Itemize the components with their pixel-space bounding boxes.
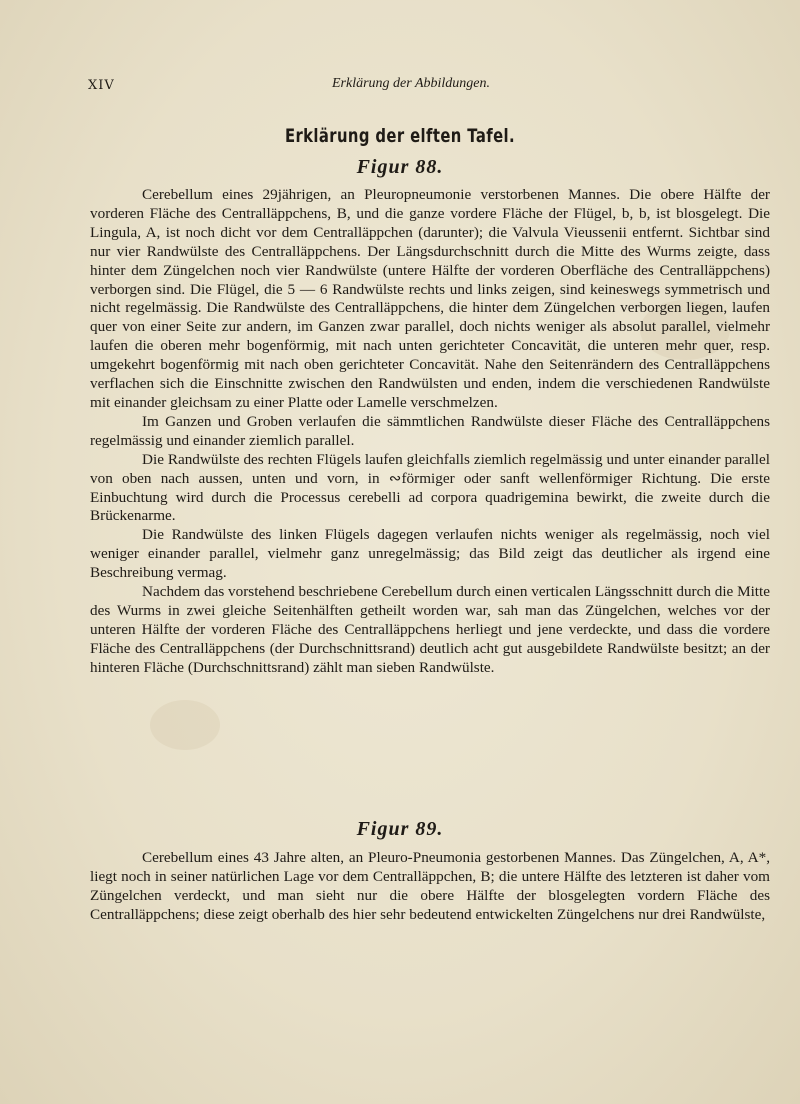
paper-stain bbox=[150, 700, 220, 750]
figure-88-description bbox=[90, 186, 770, 678]
plate-title: Erklärung der elften Tafel. bbox=[284, 125, 516, 147]
figure-89-description bbox=[90, 849, 770, 925]
running-title: Erklärung der Abbildungen. bbox=[332, 76, 491, 91]
page-number: XIV bbox=[88, 78, 115, 93]
paragraph: Die Randwülste des linken Flügels dagegen verlaufen nichts weniger als regelmässig, noch viel weniger einander parallel, vielmehr ganz unregelmässig; das Bild zeigt das deutlicher als irgend eine Beschreibung vermag. bbox=[90, 526, 770, 582]
paragraph: Im Ganzen und Groben verlaufen die sämmtlichen Randwülste dieser Fläche des Centralläppchens regelmässig und einander ziemlich parallel. bbox=[90, 412, 770, 449]
figure-88-heading: Figur 88. bbox=[356, 156, 444, 178]
figure-89-heading: Figur 89. bbox=[356, 818, 444, 840]
paragraph: Die Randwülste des rechten Flügels laufen gleichfalls ziemlich regelmässig und unter einander parallel von oben nach aussen, unten und vorn, in ∾förmiger oder sanft wellenförmiger Richtung. Die erste Einbuchtung wird durch die Processus cerebelli ad corpora quadrigemina bewirkt, die zweite durch die Brückenarme. bbox=[90, 450, 770, 525]
paragraph: Cerebellum eines 29jährigen, an Pleuropneumonie verstorbenen Mannes. Die obere Hälfte der vorderen Fläche des Centralläppchens, B, und die ganze vordere Fläche der Flügel, b, b, ist blosgelegt. Die Lingula, A, ist noch dicht vor dem Centralläppchen (darunter); die Valvula Vieussenii entfernt. Sichtbar sind nur vier Randwülste des Centralläppchens. Der Längsdurchschnitt durch die Mitte des Wurms zeigte, dass hinter dem Züngelchen noch vier Randwülste (untere Hälfte der vorderen Oberfläche des Centralläppchens) verborgen sind. Die Flügel, die 5 — 6 Randwülste rechts und links zeigen, sind keineswegs symmetrisch und nicht regelmässig. Die Randwülste des Centralläppchens, die hinter dem Züngelchen verborgen liegen, laufen quer von einer Seite zur andern, im Ganzen zwar parallel, doch nichts weniger als absolut parallel, vielmehr laufen die oberen mehr bogenförmig, mit nach unten gerichteter Concavität, die unteren mehr quer, resp. umgekehrt bogenförmig mit nach oben gerichteter Concavität. Nahe den Seitenrändern des Centralläppchens verflachen sich die Einschnitte zwischen den Randwülsten und enden, indem die verschiedenen Randwülste mit einander gleichsam zu einer Platte oder Lamelle verschmelzen. bbox=[90, 186, 770, 411]
running-head bbox=[88, 76, 750, 96]
paragraph: Nachdem das vorstehend beschriebene Cerebellum durch einen verticalen Längsschnitt durch die Mitte des Wurms in zwei gleiche Seitenhälften getheilt worden war, sah man das Züngelchen, welches vor der unteren Hälfte der vorderen Fläche des Centralläppchens herliegt und jene verdeckte, und dass die vordere Fläche des Centralläppchens (der Durchschnittsrand) deutlich acht gut ausgebildete Randwülste besitzt; an der hinteren Fläche (Durchschnittsrand) zählt man sieben Randwülste. bbox=[90, 583, 770, 676]
paragraph: Cerebellum eines 43 Jahre alten, an Pleuro-Pneumonia gestorbenen Mannes. Das Züngelchen, A, A*, liegt noch in seiner natürlichen Lage vor dem Centralläppchen, B; die untere Hälfte des letzteren ist daher vom Züngelchen verdeckt, und man sieht nur die obere Hälfte der blosgelegten vordern Fläche des Centralläppchens; diese zeigt oberhalb des hier sehr bedeutend entwickelten Züngelchens nur drei Randwülste, bbox=[90, 849, 770, 923]
